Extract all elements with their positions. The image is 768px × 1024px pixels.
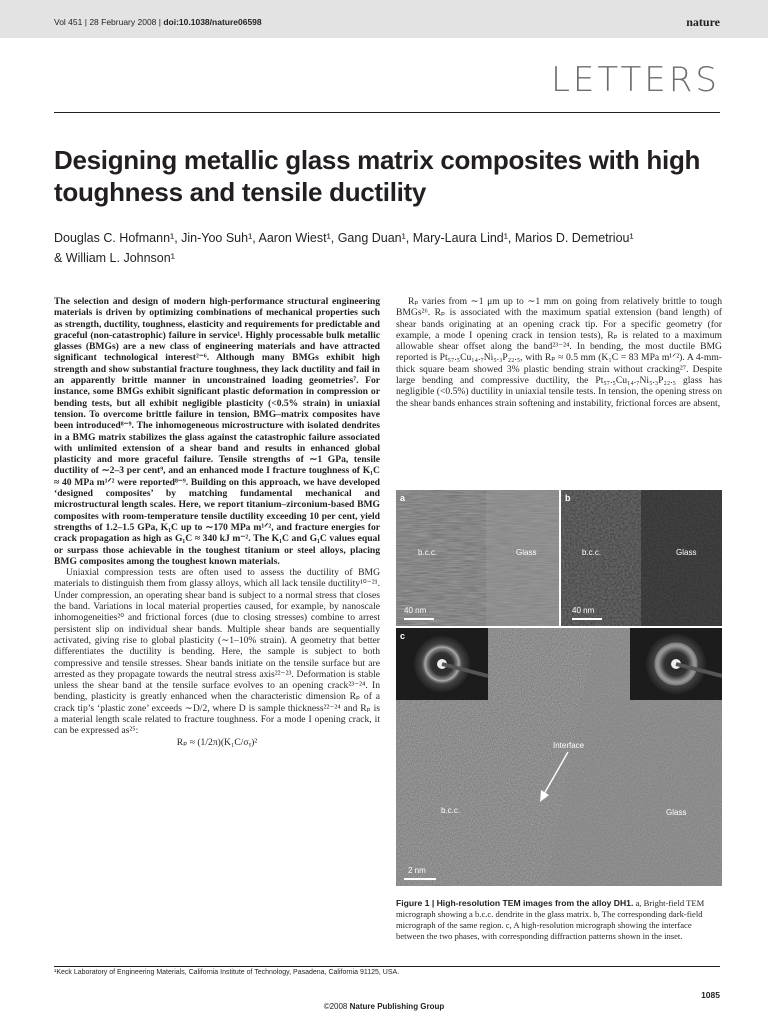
- article-title: Designing metallic glass matrix composites with high toughness and tensile ductility: [54, 145, 701, 207]
- abstract: The selection and design of modern high-performance structural engineering materials is driven by optimizing combinations of mechanical properties such as strength, ductility, toughness, elasticity and requirements for predictable and graceful (non-catastrophic) failure in service¹. Highly processable bulk metallic glasses (BMGs) are a new class of engineering materials and have attracted significant technological interest²⁻⁶. Although many BMGs exhibit high strength and show substantial fracture toughness, they lack ductility and fail in an apparently brittle manner in unconstrained loading geometries⁷. For instance, some BMGs exhibit significant plastic deformation in compression or bending tests, but all exhibit negligible plasticity (<0.5% strain) in uniaxial tension. To overcome brittle failure in tension, BMG–matrix composites have been introduced⁸⁻⁹. The inhomogeneous microstructure with isolated dendrites in a BMG matrix stabilizes the glass against the catastrophic failure associated with unlimited extension of a shear band and results in enhanced global plasticity and more graceful failure. Tensile strengths of ∼1 GPa, tensile ductility of ∼2–3 per cent⁹, and an enhanced mode I fracture toughness of K₁C ≈ 40 MPa m¹ᐟ² were reported⁸⁻⁹. Building on this approach, we have developed ‘designed composites’ by matching fundamental mechanical and microstructural length scales. Here, we report titanium–zirconium-based BMG composites with room-temperature tensile ductility exceeding 10 per cent, yield strengths of 1.2–1.5 GPa, K₁C up to ∼170 MPa m¹ᐟ², and fracture energies for crack propagation as high as G₁C ≈ 340 kJ m⁻². The K₁C and G₁C values equal or surpass those achievable in the toughest titanium or steel alloys, placing BMG composites among the toughest known materials.: [54, 296, 380, 567]
- left-column: [54, 296, 380, 748]
- panel-c-scale: 2 nm: [408, 866, 426, 875]
- equation: Rₚ ≈ (1/2π)(K₁C/σᵧ)²: [176, 736, 258, 748]
- figure-caption: [396, 898, 722, 942]
- copyright: [0, 1002, 768, 1011]
- panel-c-scalebar: [404, 878, 436, 880]
- right-column: [396, 296, 722, 409]
- header-rule: [54, 112, 720, 113]
- page-number: 1085: [701, 990, 720, 1000]
- panel-a-glass: Glass: [516, 548, 537, 557]
- doi[interactable]: doi:10.1038/nature06598: [163, 17, 262, 27]
- panel-c-bcc: b.c.c.: [441, 806, 461, 815]
- panel-b-glass: Glass: [676, 548, 697, 557]
- footnote-rule: [54, 966, 720, 967]
- panel-c-interface: Interface: [553, 741, 585, 750]
- panel-b-scale: 40 nm: [572, 606, 595, 615]
- body-paragraph: Rₚ varies from ∼1 μm up to ∼1 mm on going from relatively brittle to tough BMGs²⁶. Rₚ is associated with the maximum spatial extension (band length) of shear bands originating at an opening crack tip. For a specific geometry (for example, a mode I opening crack in tension tests), Rₚ is related to a maximum allowable shear offset along the band²³⁻²⁴. In bending, the most ductile BMG reported is Pt₅₇.₅Cu₁₄.₇Ni₅.₃P₂₂.₅, with Rₚ ≈ 0.5 mm (K₁C = 83 MPa m¹ᐟ²). A 4-mm-thick square beam showed 3% plastic bending strain without cracking²⁷. Despite large bending and compressive ductility, the Pt₅₇.₅Cu₁₄.₇Ni₅.₃P₂₂.₅ glass has negligible (<0.5%) ductility in uniaxial tensile tests. In tension, the opening stress on the shear bands enhances strain softening and instability, frictional forces are absent,: [396, 296, 722, 409]
- volume: Vol 451: [54, 17, 83, 27]
- panel-a-label: a: [400, 493, 406, 503]
- caption-body: a, Bright-field TEM micrograph showing a b.c.c. dendrite in the glass matrix. b, The corresponding dark-field micrograph of the same region. c, A high-resolution micrograph showing the interface between the two phases, with corresponding diffraction patterns shown in the inset.: [396, 898, 705, 941]
- figure-1-images: [396, 490, 722, 886]
- copyright-year: ©2008: [323, 1002, 348, 1011]
- authors-line-1: Douglas C. Hofmann¹, Jin-Yoo Suh¹, Aaron Wiest¹, Gang Duan¹, Mary-Laura Lind¹, Marios D. Demetriou¹: [54, 231, 634, 245]
- journal-header-bar: [0, 0, 768, 38]
- figure-1: [396, 490, 722, 886]
- panel-a-scalebar: [404, 618, 434, 620]
- panel-a-scale: 40 nm: [404, 606, 427, 615]
- section-label: LETTERS: [550, 60, 720, 100]
- issue-meta: Vol 451 | 28 February 2008 | doi:10.1038/nature06598: [54, 17, 262, 27]
- affiliation-footnote: ¹Keck Laboratory of Engineering Materials, California Institute of Technology, Pasadena, California 91125, USA.: [54, 969, 400, 976]
- panel-c-label: c: [400, 631, 406, 641]
- body-paragraph: Uniaxial compression tests are often used to assess the ductility of BMG materials to distinguish them from glassy alloys, which all lack tensile ductility¹⁰⁻²¹. Under compression, an operating shear band is subject to a normal stress that closes the band. Variations in local material properties caused, for example, by nanoscale inhomogeneities²⁰ and frictional forces (due to closing stresses) combine to arrest persistent slip on individual shear bands. Multiple shear bands are sequentially activated, giving rise to global plasticity (∼1–10% strain). A geometry that better differentiates the ductility is bending. Here, the sample is subject to both compressive and tensile stresses. Shear bands initiate on the tensile surface but are arrested as they propagate towards the neutral stress axis²²⁻²³. Deformation is stable unless the shear band at the tensile surface evolves to an opening crack²³⁻²⁴. In bending, plasticity is greatly enhanced when the characteristic dimension Rₚ of a crack tip’s ‘plastic zone’ exceeds ∼D/2, where D is sample thickness²²⁻²⁴ and Rₚ is a material length scale related to fracture toughness. For a mode I opening crack, it can be expressed as²⁵:: [54, 567, 380, 737]
- issue-date: 28 February 2008: [89, 17, 157, 27]
- panel-b-scalebar: [572, 618, 602, 620]
- authors-line-2: & William L. Johnson¹: [54, 251, 175, 265]
- journal-logo: nature: [686, 15, 720, 29]
- author-list: [54, 228, 714, 268]
- publisher: Nature Publishing Group: [349, 1002, 445, 1011]
- panel-b-bcc: b.c.c.: [582, 548, 602, 557]
- caption-head: Figure 1 | High-resolution TEM images from the alloy DH1.: [396, 898, 634, 908]
- panel-b-label: b: [565, 493, 571, 503]
- panel-a-bcc: b.c.c.: [418, 548, 438, 557]
- panel-c-glass: Glass: [666, 808, 687, 817]
